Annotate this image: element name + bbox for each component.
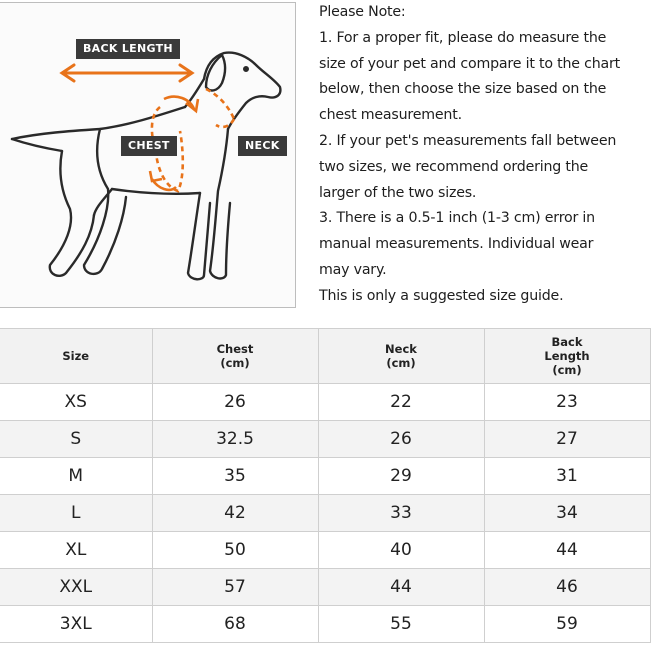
header-size bbox=[0, 329, 152, 384]
notes-line: two sizes, we recommend ordering the bbox=[319, 158, 589, 175]
notes-line: size of your pet and compare it to the chart bbox=[319, 55, 621, 72]
cell-back-length: 34 bbox=[484, 495, 650, 532]
notes-line: chest measurement. bbox=[319, 107, 462, 124]
notes-line: below, then choose the size based on the bbox=[319, 81, 607, 98]
cell-neck: 26 bbox=[318, 421, 484, 458]
notes-heading: Please Note: bbox=[319, 4, 406, 20]
cell-neck: 44 bbox=[318, 569, 484, 606]
header-text: Neck bbox=[385, 342, 417, 356]
cell-back-length: 31 bbox=[484, 458, 650, 495]
cell-size: XS bbox=[0, 384, 152, 421]
header-text: Length bbox=[544, 349, 590, 363]
dog-outline bbox=[12, 53, 280, 280]
cell-chest: 32.5 bbox=[152, 421, 318, 458]
back-length-label: BACK LENGTH bbox=[76, 39, 180, 59]
neck-measure-loop bbox=[206, 89, 234, 127]
table-row bbox=[0, 384, 650, 421]
cell-back-length: 59 bbox=[484, 606, 650, 643]
header-text: Back bbox=[551, 335, 583, 349]
size-chart-table bbox=[0, 328, 651, 643]
cell-neck: 40 bbox=[318, 532, 484, 569]
table-row bbox=[0, 569, 650, 606]
header-unit: (cm) bbox=[552, 363, 582, 377]
header-text: Chest bbox=[216, 342, 254, 356]
table-row bbox=[0, 458, 650, 495]
cell-chest: 57 bbox=[152, 569, 318, 606]
cell-size: L bbox=[0, 495, 152, 532]
notes-line: 2. If your pet's measurements fall between bbox=[319, 132, 617, 149]
cell-back-length: 46 bbox=[484, 569, 650, 606]
header-unit: (cm) bbox=[386, 356, 416, 370]
cell-neck: 55 bbox=[318, 606, 484, 643]
notes-line: may vary. bbox=[319, 261, 387, 278]
cell-size: M bbox=[0, 458, 152, 495]
notes-line: 3. There is a 0.5-1 inch (1-3 cm) error in bbox=[319, 210, 595, 227]
cell-size: 3XL bbox=[0, 606, 152, 643]
header-chest bbox=[152, 329, 318, 384]
cell-chest: 50 bbox=[152, 532, 318, 569]
size-notes bbox=[319, 0, 654, 310]
header-text: Size bbox=[62, 349, 90, 363]
cell-chest: 42 bbox=[152, 495, 318, 532]
notes-line: manual measurements. Individual wear bbox=[319, 236, 594, 253]
notes-line: larger of the two sizes. bbox=[319, 184, 477, 201]
cell-size: XL bbox=[0, 532, 152, 569]
cell-neck: 33 bbox=[318, 495, 484, 532]
cell-chest: 26 bbox=[152, 384, 318, 421]
cell-size: S bbox=[0, 421, 152, 458]
chest-label: CHEST bbox=[121, 136, 177, 156]
cell-neck: 29 bbox=[318, 458, 484, 495]
cell-chest: 35 bbox=[152, 458, 318, 495]
cell-chest: 68 bbox=[152, 606, 318, 643]
cell-back-length: 27 bbox=[484, 421, 650, 458]
neck-label: NECK bbox=[238, 136, 287, 156]
table-row bbox=[0, 606, 650, 643]
cell-back-length: 44 bbox=[484, 532, 650, 569]
header-unit: (cm) bbox=[220, 356, 250, 370]
table-row bbox=[0, 495, 650, 532]
cell-neck: 22 bbox=[318, 384, 484, 421]
cell-back-length: 23 bbox=[484, 384, 650, 421]
table-header-row bbox=[0, 329, 650, 384]
cell-size: XXL bbox=[0, 569, 152, 606]
measurement-diagram bbox=[0, 2, 296, 308]
back-length-arrow bbox=[62, 65, 192, 81]
notes-line: 1. For a proper fit, please do measure the bbox=[319, 29, 607, 46]
table-row bbox=[0, 421, 650, 458]
notes-line: This is only a suggested size guide. bbox=[319, 287, 564, 304]
table-row bbox=[0, 532, 650, 569]
header-back-length bbox=[484, 329, 650, 384]
header-neck bbox=[318, 329, 484, 384]
